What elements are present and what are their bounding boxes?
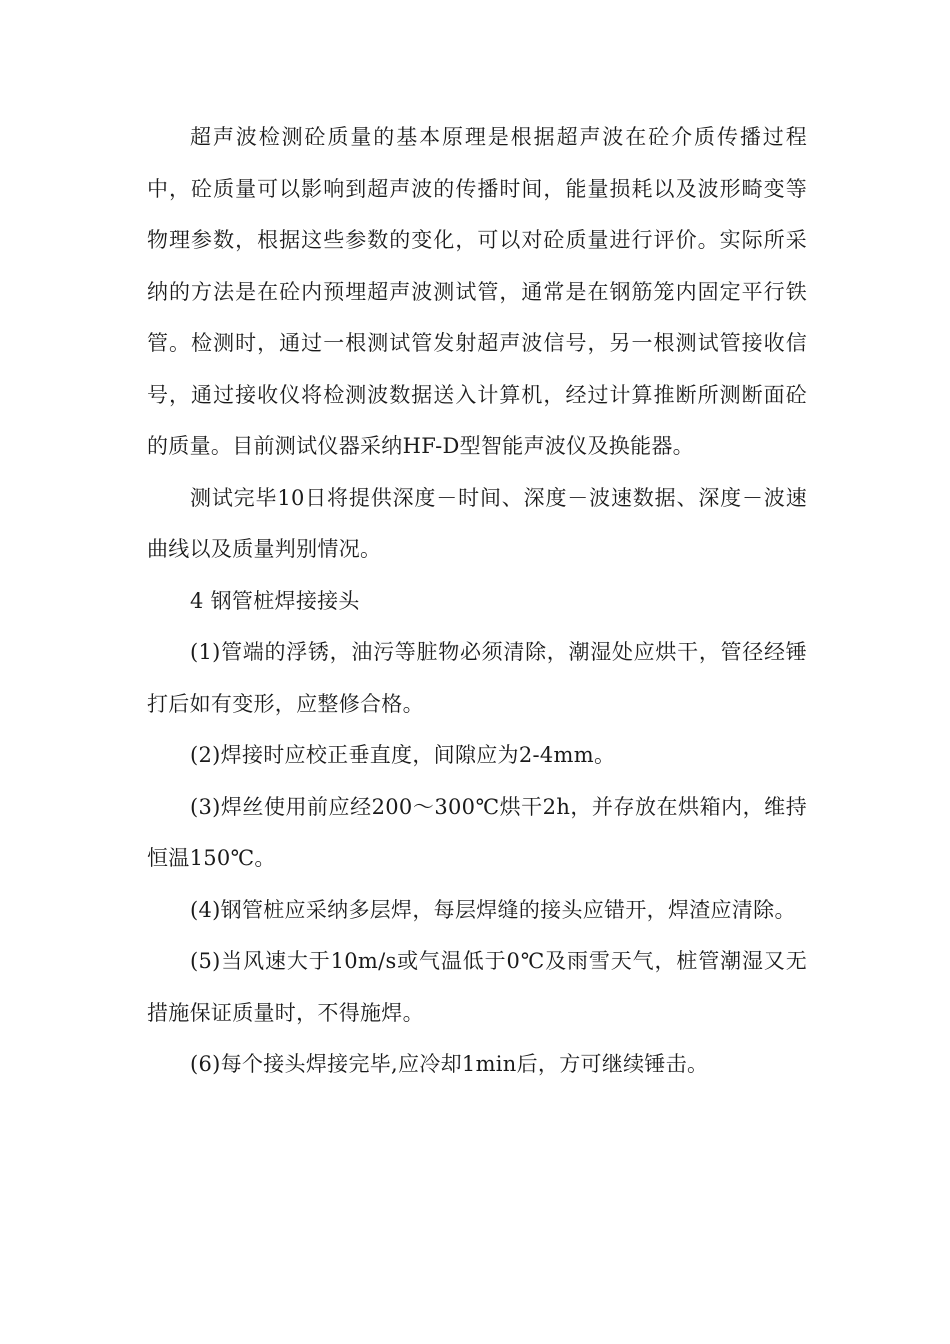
list-item-4: (4)钢管桩应采纳多层焊，每层焊缝的接头应错开，焊渣应清除。 <box>190 897 796 922</box>
list-item-2: (2)焊接时应校正垂直度，间隙应为2-4mm。 <box>190 743 616 767</box>
paragraph-test-results: 测试完毕10日将提供深度－时间、深度－波速数据、深度－波速曲线以及质量判别情况。 <box>147 485 807 561</box>
section-heading-steel-pipe-pile-weld: 4 钢管桩焊接接头 <box>190 588 360 613</box>
list-item-6: (6)每个接头焊接完毕,应冷却1min后，方可继续锤击。 <box>190 1052 709 1076</box>
paragraph-ultrasonic-principle: 超声波检测砼质量的基本原理是根据超声波在砼介质传播过程中，砼质量可以影响到超声波的传播时间，能量损耗以及波形畸变等物理参数，根据这些参数的变化，可以对砼质量进行评价。实际所采纳的方法是在砼内预埋超声波测试管，通常是在钢筋笼内固定平行铁管。检测时，通过一根测试管发射超声波信号，另一根测试管接收信号，通过接收仪将检测波数据送入计算机，经过计算推断所测断面砼的质量。目前测试仪器采纳HF-D型智能声波仪及换能器。 <box>147 125 807 458</box>
list-item-1: (1)管端的浮锈，油污等脏物必须清除，潮湿处应烘干，管径经锤打后如有变形，应整修合格。 <box>147 640 807 716</box>
list-item-5: (5)当风速大于10m/s或气温低于0℃及雨雪天气，桩管潮湿又无措施保证质量时，不得施焊。 <box>147 949 807 1025</box>
list-item-3: (3)焊丝使用前应经200～300℃烘干2h，并存放在烘箱内，维持恒温150℃。 <box>147 794 807 870</box>
document-body <box>147 112 807 1091</box>
